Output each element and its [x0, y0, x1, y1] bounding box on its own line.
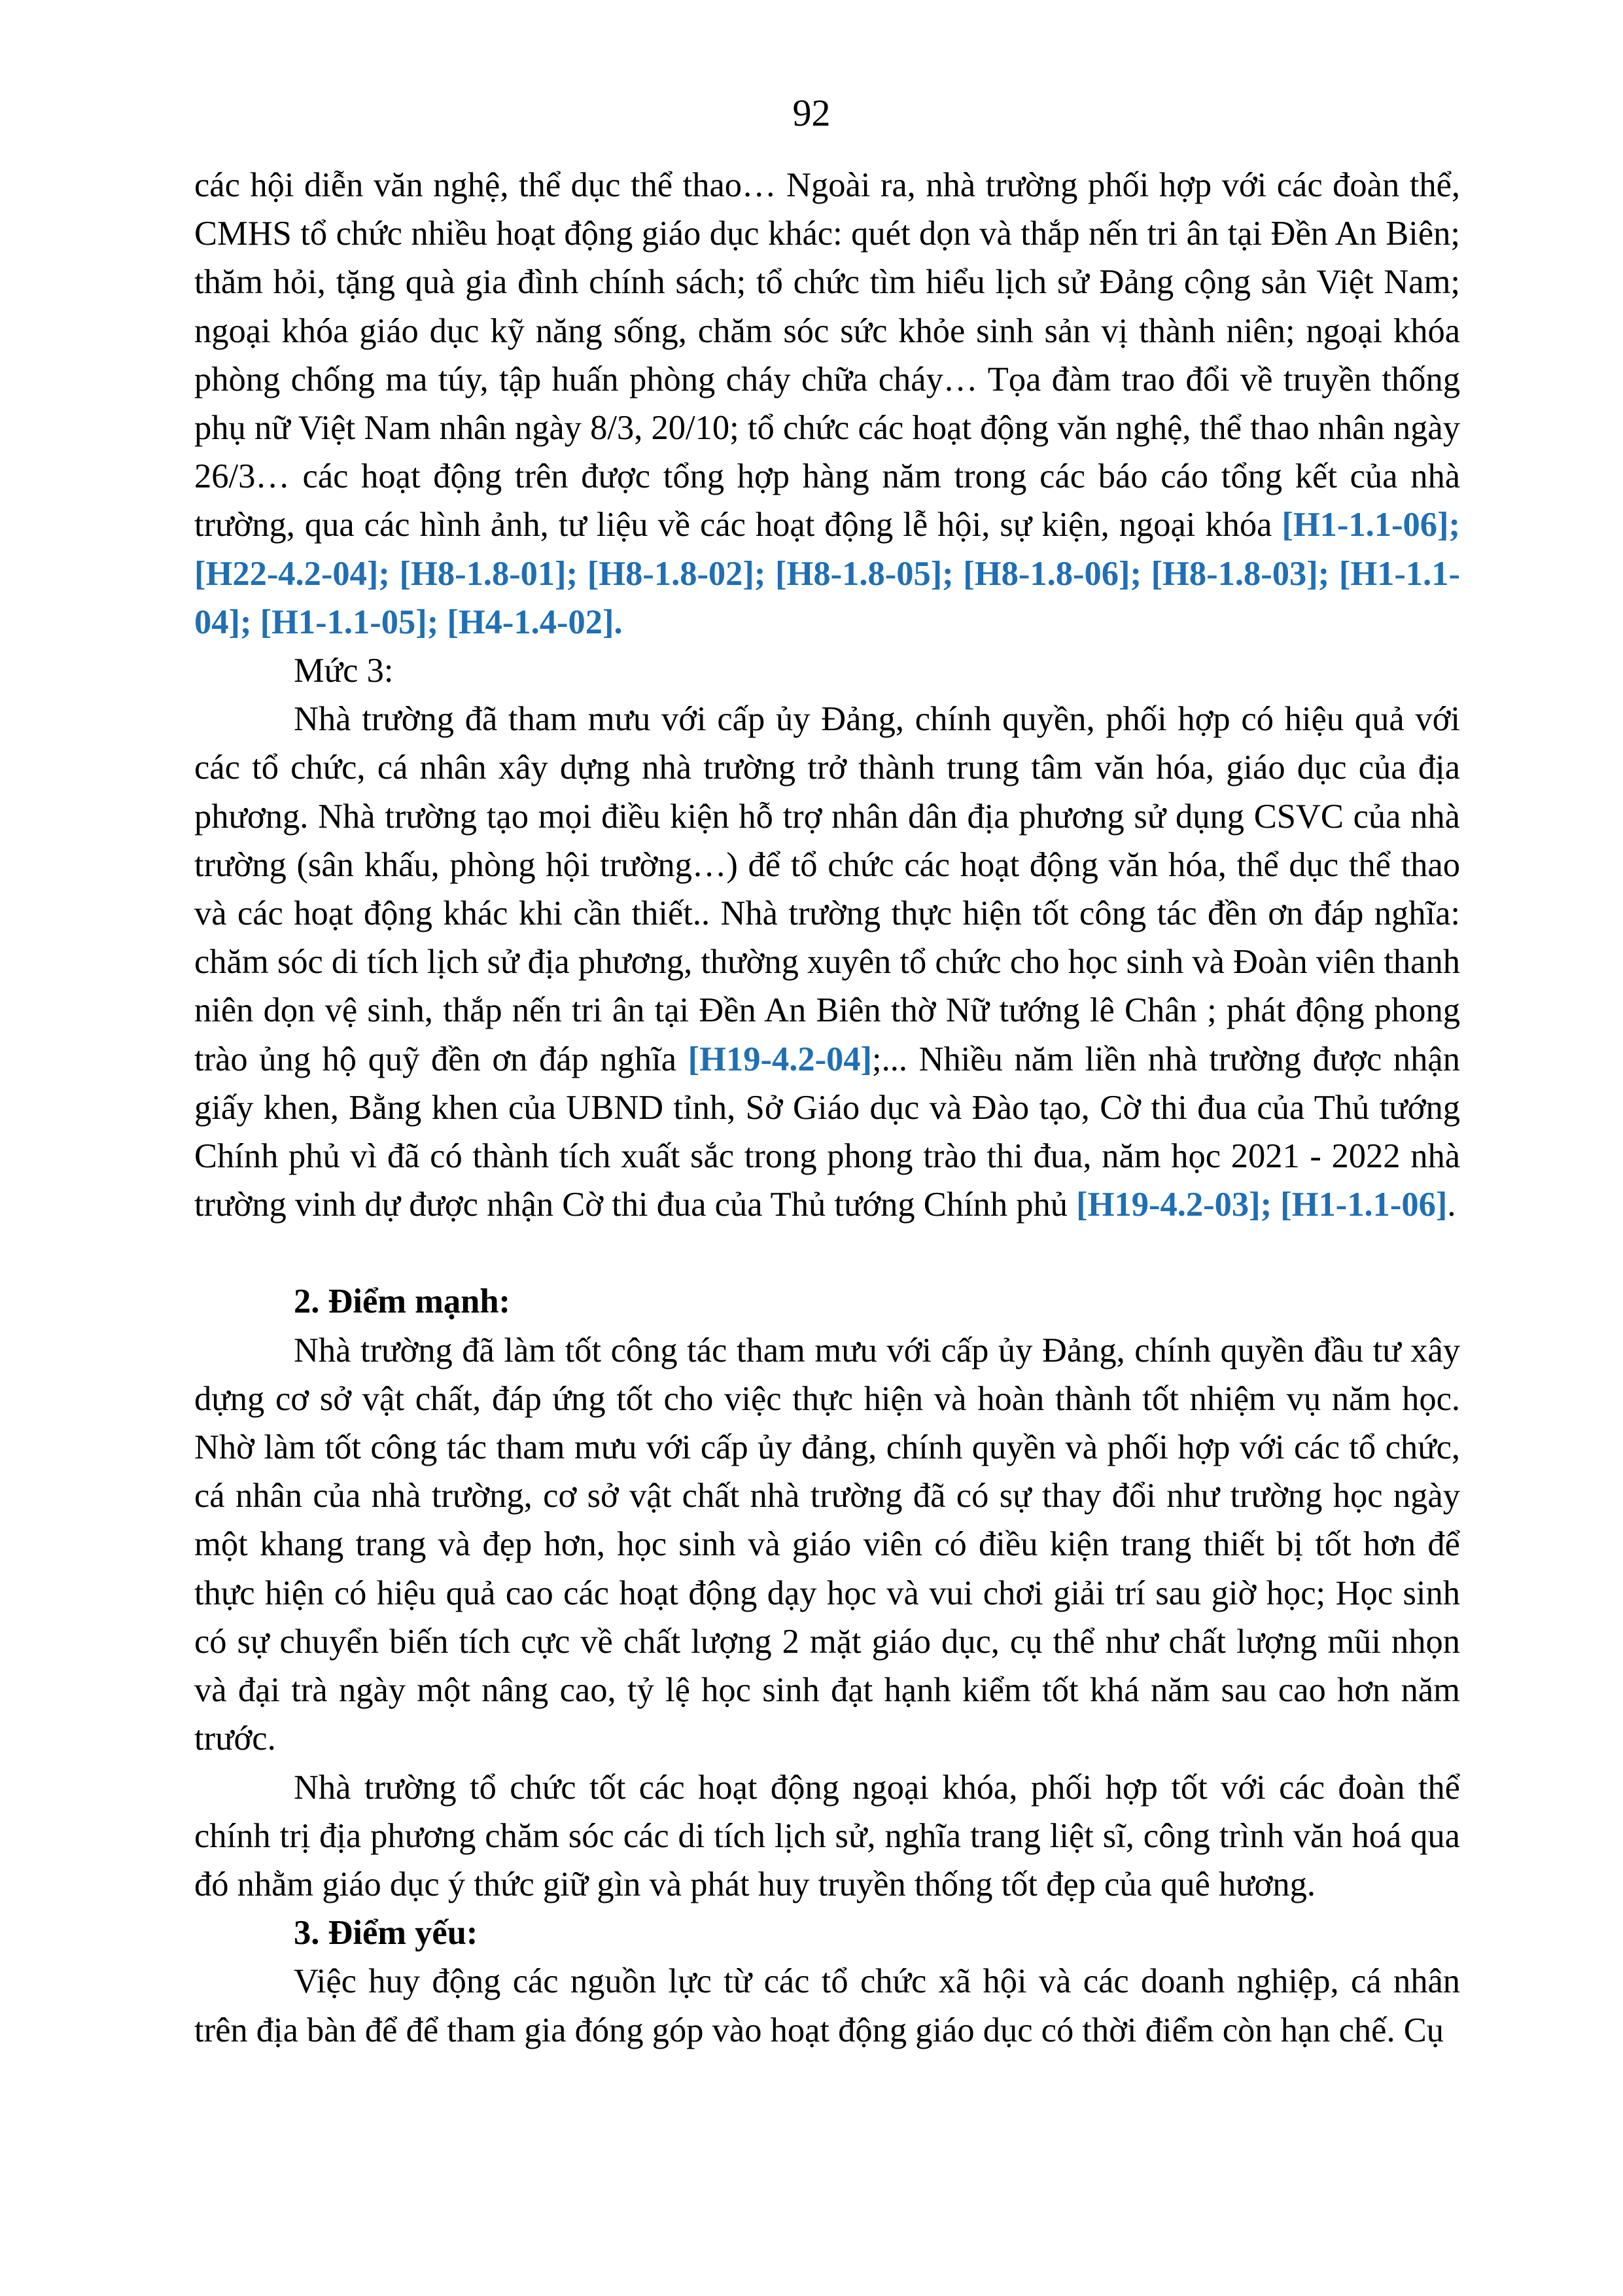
section-heading-weaknesses: 3. Điểm yếu: [294, 1914, 478, 1952]
paragraph-strengths-2: Nhà trường tổ chức tốt các hoạt động ngoại khóa, phối hợp tốt với các đoàn thể chính trị địa phương chăm sóc các di tích lịch sử, nghĩa trang liệt sĩ, công trình văn hoá qua đó nhằm giáo dục ý thức giữ gìn và phát huy truyền thống tốt đẹp của quê hương. [194, 1768, 1460, 1903]
paragraph-weaknesses-1: Việc huy động các nguồn lực từ các tổ chức xã hội và các doanh nghiệp, cá nhân trên địa bàn để để tham gia đóng góp vào hoạt động giáo dục có thời điểm còn hạn chế. Cụ [194, 1962, 1460, 2049]
evidence-reference-list: [H19-4.2-03]; [H1-1.1-06] [1076, 1186, 1448, 1224]
paragraph-level-3-text-a: Nhà trường đã tham mưu với cấp ủy Đảng, chính quyền, phối hợp có hiệu quả với các tổ chức, cá nhân xây dựng nhà trường trở thành trung tâm văn hóa, giáo dục của địa phương. Nhà trường tạo mọi điều kiện hỗ trợ nhân dân địa phương sử dụng CSVC của nhà trường (sân khấu, phòng hội trường…) để tổ chức các hoạt động văn hóa, thể dục thể thao và các hoạt động khác khi cần thiết.. Nhà trường thực hiện tốt công tác đền ơn đáp nghĩa: chăm sóc di tích lịch sử địa phương, thường xuyên tổ chức cho học sinh và Đoàn viên thanh niên dọn vệ sinh, thắp nến tri ân tại Đền An Biên thờ Nữ tướng lê Chân ; phát động phong trào ủng hộ quỹ đền ơn đáp nghĩa [194, 700, 1460, 1078]
paragraph-level-3-text-c: . [1447, 1186, 1456, 1224]
evidence-reference-list: [H1-1.1-06]; [H22-4.2-04]; [H8-1.8-01]; [H8-1.8-02]; [H8-1.8-05]; [H8-1.8-06]; [H8-1.8-03]; [H1-1.1-04]; [H1-1.1-05]; [H4-1.4-02]. [194, 506, 1460, 641]
evidence-reference: [H19-4.2-04] [688, 1040, 873, 1078]
section-heading-strengths: 2. Điểm mạnh: [294, 1282, 511, 1321]
paragraph-strengths-1: Nhà trường đã làm tốt công tác tham mưu với cấp ủy Đảng, chính quyền đầu tư xây dựng cơ sở vật chất, đáp ứng tốt cho việc thực hiện và hoàn thành tốt nhiệm vụ năm học. Nhờ làm tốt công tác tham mưu với cấp ủy đảng, chính quyền và phối hợp với các tổ chức, cá nhân của nhà trường, cơ sở vật chất nhà trường đã có sự thay đổi như trường học ngày một khang trang và đẹp hơn, học sinh và giáo viên có điều kiện trang thiết bị tốt hơn để thực hiện có hiệu quả cao các hoạt động dạy học và vui chơi giải trí sau giờ học; Học sinh có sự chuyển biến tích cực về chất lượng 2 mặt giáo dục, cụ thể như chất lượng mũi nhọn và đại trà ngày một nâng cao, tỷ lệ học sinh đạt hạnh kiểm tốt khá năm sau cao hơn năm trước. [194, 1331, 1460, 1758]
paragraph-activities-text: các hội diễn văn nghệ, thể dục thể thao… Ngoài ra, nhà trường phối hợp với các đoàn thể, CMHS tổ chức nhiều hoạt động giáo dục khác: quét dọn và thắp nến tri ân tại Đền An Biên; thăm hỏi, tặng quà gia đình chính sách; tổ chức tìm hiểu lịch sử Đảng cộng sản Việt Nam; ngoại khóa giáo dục kỹ năng sống, chăm sóc sức khỏe sinh sản vị thành niên; ngoại khóa phòng chống ma túy, tập huấn phòng cháy chữa cháy… Tọa đàm trao đổi về truyền thống phụ nữ Việt Nam nhân ngày 8/3, 20/10; tổ chức các hoạt động văn nghệ, thể thao nhân ngày 26/3… các hoạt động trên được tổng hợp hàng năm trong các báo cáo tổng kết của nhà trường, qua các hình ảnh, tư liệu về các hoạt động lễ hội, sự kiện, ngoại khóa [194, 166, 1460, 544]
paragraph-activities [194, 161, 1460, 646]
document-body [194, 161, 1460, 2055]
level-3-label: Mức 3: [294, 652, 394, 690]
page-number: 92 [792, 92, 831, 134]
paragraph-level-3 [194, 695, 1460, 1229]
paragraph-level-3-text-b: ;... Nhiều năm liền nhà trường được nhận giấy khen, Bằng khen của UBND tỉnh, Sở Giáo dục và Đào tạo, Cờ thi đua của Thủ tướng Chính phủ vì đã có thành tích xuất sắc trong phong trào thi đua, năm học 2021 - 2022 nhà trường vinh dự được nhận Cờ thi đua của Thủ tướng Chính phủ [194, 1040, 1460, 1224]
